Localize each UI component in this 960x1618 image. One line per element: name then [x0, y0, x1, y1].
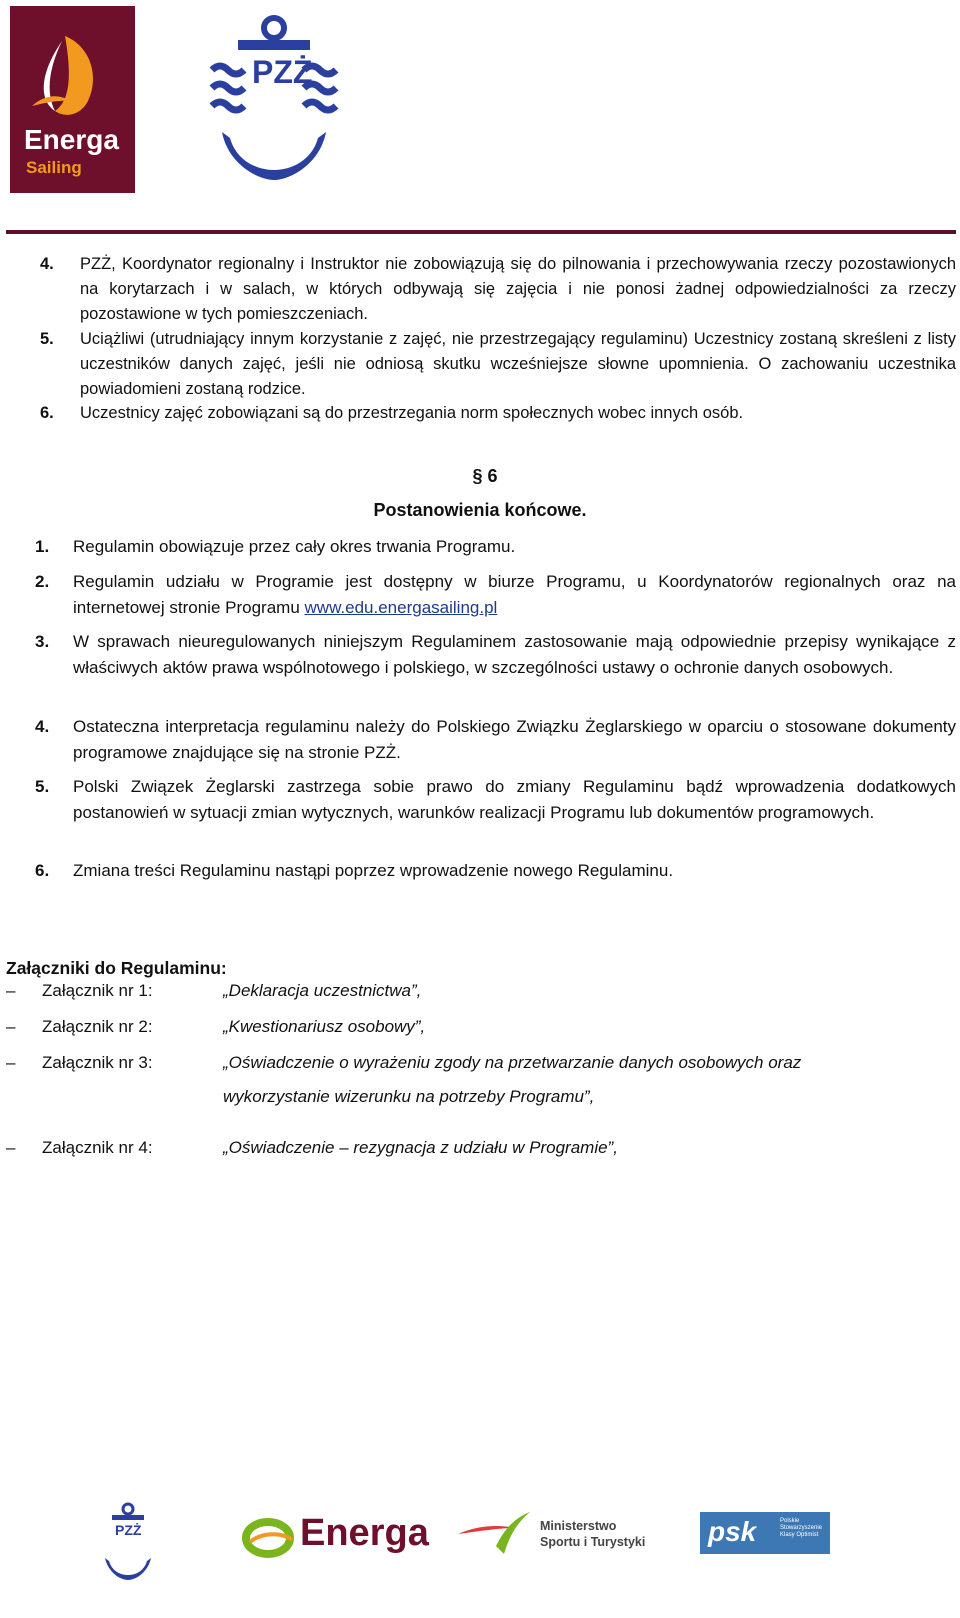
list-item-text: Ostateczna interpretacja regulaminu należy do Polskiego Związku Żeglarskiego w oparciu o stosowane dokumenty programowe znajdujące się na stronie PZŻ.: [73, 717, 956, 762]
list-item: [35, 629, 956, 681]
list-item-number: 4.: [35, 717, 50, 736]
list-item-number: 2.: [35, 572, 50, 591]
list-item-number: 6.: [40, 404, 54, 422]
list-item-text: Zmiana treści Regulaminu nastąpi poprzez wprowadzenie nowego Regulaminu.: [73, 861, 674, 880]
sailing-logo-text: Sailing: [26, 158, 82, 177]
list-item-text: Regulamin udziału w Programie jest dostępny w biurze Programu, u Koordynatorów regionalnych oraz na internetowej stronie Programu: [73, 572, 956, 617]
list-item: [40, 252, 956, 327]
section-number: § 6: [472, 466, 498, 486]
ministry-swoosh-icon: [456, 1506, 536, 1566]
section-title: Postanowienia końcowe.: [373, 500, 587, 520]
list-item-text-wrapper: [73, 569, 956, 621]
attachment-label: Załącznik nr 4:: [42, 1138, 153, 1157]
list-item-text: Uczestnicy zajęć zobowiązani są do przestrzegania norm społecznych wobec innych osób.: [80, 404, 744, 422]
bullet-dash: –: [6, 1053, 16, 1072]
attachment-label: Załącznik nr 1:: [42, 981, 153, 1000]
list-item: [40, 401, 956, 426]
attachments-heading: Załączniki do Regulaminu:: [6, 958, 227, 978]
attachment-label: Załącznik nr 2:: [42, 1017, 153, 1036]
footer-energa-text: Energa: [300, 1512, 429, 1554]
bullet-dash: –: [6, 981, 16, 1000]
attachment-item: [6, 1010, 936, 1044]
list-item-number: 6.: [35, 861, 50, 880]
list-item-text: W sprawach nieuregulowanych niniejszym Regulaminem zastosowanie mają odpowiednie przepisy wynikające z właściwych aktów prawa wspólnotowego i polskiego, w szczególności ustawy o ochronie danych osobowych.: [73, 632, 956, 677]
footer-psk-logo: [700, 1512, 830, 1554]
list-item: [35, 858, 956, 884]
list-item: [35, 534, 956, 560]
attachment-label: Załącznik nr 3:: [42, 1053, 153, 1072]
list-item: [40, 327, 956, 402]
list-item-text: Polski Związek Żeglarski zastrzega sobie prawo do zmiany Regulaminu bądź wprowadzenia dodatkowych postanowień w sytuacji zmian wytycznych, warunków realizacji Programu lub dokumentów programowych.: [73, 777, 956, 822]
attachment-title: „Oświadczenie o wyrażeniu zgody na przetwarzanie danych osobowych oraz wykorzystanie wizerunku na potrzeby Programu”,: [223, 1053, 802, 1106]
list-item-number: 5.: [40, 330, 54, 348]
attachment-title: „Oświadczenie – rezygnacja z udziału w Programie”,: [223, 1138, 618, 1157]
pzz-logo-text: PZŻ: [252, 54, 313, 90]
ministry-name-line1: Ministerstwo: [540, 1519, 617, 1533]
footer-pzz-text: PZŻ: [115, 1522, 142, 1538]
energa-swirl-icon: [242, 1512, 302, 1564]
list-item: [35, 714, 956, 766]
energa-logo-text: Energa: [24, 124, 119, 155]
attachment-item: [6, 1131, 936, 1165]
anchor-icon: [100, 1502, 156, 1582]
program-website-link[interactable]: www.edu.energasailing.pl: [304, 598, 498, 617]
list-item: [35, 569, 956, 621]
ministry-name-line2: Sportu i Turystyki: [540, 1535, 646, 1549]
list-item-text: Uciążliwi (utrudniający innym korzystanie z zajęć, nie przestrzegający regulaminu) Uczestnicy zostaną skreśleni z listy uczestników danych zajęć, jeśli nie odniosą skutku wcześniejsze słowne upomnienia. O zachowaniu uczestnika powiadomieni zostaną rodzice.: [80, 330, 956, 398]
list-item-text: Regulamin obowiązuje przez cały okres trwania Programu.: [73, 537, 516, 556]
anchor-icon: [208, 14, 340, 186]
energa-sailing-logo: [10, 6, 135, 193]
footer-pzz-logo: [100, 1502, 156, 1582]
list-item-text: PZŻ, Koordynator regionalny i Instruktor nie zobowiązują się do pilnowania i przechowywania rzeczy pozostawionych na korytarzach i w salach, w których odbywają się zajęcia i nie ponosi żadnej odpowiedzialności za rzeczy pozostawione w tych pomieszczeniach.: [80, 255, 956, 323]
list-item-number: 3.: [35, 632, 50, 651]
attachment-title: „Kwestionariusz osobowy”,: [223, 1017, 426, 1036]
list-item: [35, 774, 956, 826]
list-item-number: 4.: [40, 255, 54, 273]
psk-small-text: Polskie Stowarzyszenie Klasy Optimist: [780, 1518, 823, 1538]
list-item-number: 5.: [35, 777, 50, 796]
list-item-number: 1.: [35, 537, 50, 556]
pzz-logo: [208, 14, 340, 186]
attachment-item: [6, 974, 936, 1008]
header-divider: [6, 230, 956, 234]
psk-logo-text: psk: [708, 1516, 757, 1547]
attachment-item: [6, 1046, 876, 1114]
attachment-title: „Deklaracja uczestnictwa”,: [223, 981, 422, 1000]
bullet-dash: –: [6, 1138, 16, 1157]
footer-energa-logo: [242, 1506, 429, 1566]
footer-ministry-logo: [456, 1506, 656, 1566]
bullet-dash: –: [6, 1017, 16, 1036]
